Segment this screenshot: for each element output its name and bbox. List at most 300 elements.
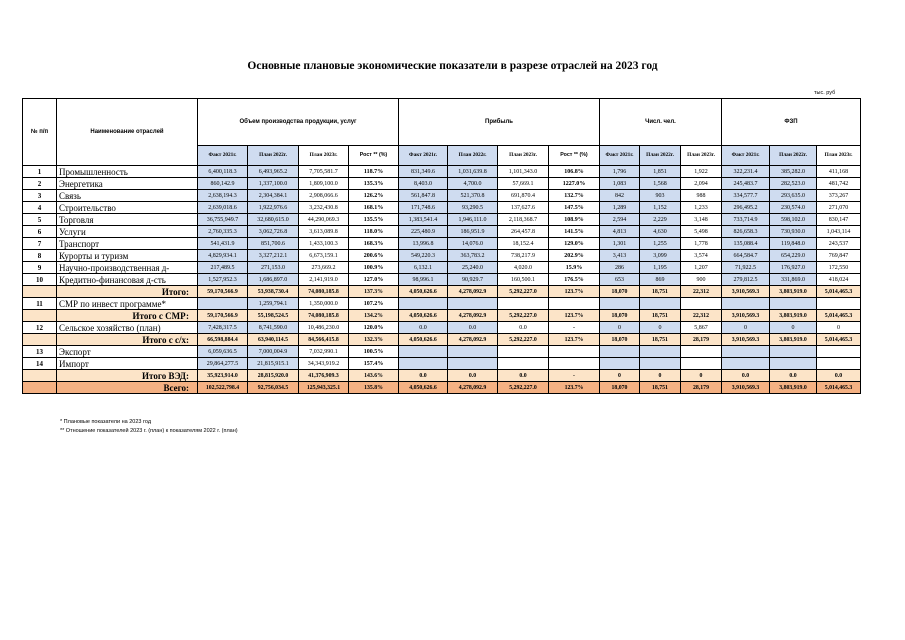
table-cell bbox=[722, 298, 770, 310]
table-cell: 4,278,092.9 bbox=[448, 286, 498, 298]
table-cell: 282,523.0 bbox=[770, 178, 817, 190]
table-cell: 826,658.3 bbox=[722, 226, 770, 238]
table-cell: 28,815,920.0 bbox=[248, 370, 299, 382]
table-cell: 135,088.4 bbox=[722, 238, 770, 250]
table-cell bbox=[722, 346, 770, 358]
table-cell: 0 bbox=[681, 370, 722, 382]
table-total-row bbox=[23, 286, 861, 298]
table-total-row bbox=[23, 334, 861, 346]
table-cell: 1,083 bbox=[600, 178, 640, 190]
table-cell: 1,922,976.6 bbox=[248, 202, 299, 214]
table-cell: 135.8% bbox=[349, 382, 399, 394]
table-cell: 6,059,636.5 bbox=[198, 346, 248, 358]
table-row bbox=[23, 202, 861, 214]
table-cell: 3,910,569.3 bbox=[722, 382, 770, 394]
table-cell: 107.2% bbox=[349, 298, 399, 310]
table-cell: 6,400,118.3 bbox=[198, 166, 248, 178]
row-name: Итого с с/х: bbox=[57, 334, 198, 346]
table-cell bbox=[448, 298, 498, 310]
table-cell: 90,929.7 bbox=[448, 274, 498, 286]
table-total-row bbox=[23, 370, 861, 382]
header-fzp: ФЗП bbox=[722, 99, 861, 146]
table-row bbox=[23, 262, 861, 274]
table-cell bbox=[770, 346, 817, 358]
table-cell: 123.7% bbox=[549, 286, 600, 298]
table-cell: 5,292,227.0 bbox=[498, 286, 549, 298]
table-cell bbox=[817, 298, 861, 310]
table-cell: 1,255 bbox=[640, 238, 681, 250]
page-title: Основные плановые экономические показатели в разрезе отраслей на 2023 год bbox=[247, 60, 658, 72]
table-cell: 21,815,915.1 bbox=[248, 358, 299, 370]
table-cell: 18,070 bbox=[600, 310, 640, 322]
table-cell: 1,207 bbox=[681, 262, 722, 274]
table-row bbox=[23, 298, 861, 310]
table-cell: 2,229 bbox=[640, 214, 681, 226]
table-cell: 135.3% bbox=[349, 178, 399, 190]
row-name: Транспорт bbox=[57, 238, 198, 250]
header-growth: Рост ** (%) bbox=[349, 146, 399, 166]
table-cell bbox=[770, 298, 817, 310]
table-cell bbox=[681, 358, 722, 370]
table-cell: 3,803,919.0 bbox=[770, 310, 817, 322]
row-name: Услуги bbox=[57, 226, 198, 238]
table-cell: 230,574.0 bbox=[770, 202, 817, 214]
row-number: 9 bbox=[23, 262, 57, 274]
table-cell: 653 bbox=[600, 274, 640, 286]
row-name: Строительство bbox=[57, 202, 198, 214]
table-cell: 74,080,185.8 bbox=[299, 286, 349, 298]
table-cell: 5,014,465.3 bbox=[817, 334, 861, 346]
table-cell: 143.6% bbox=[349, 370, 399, 382]
table-cell: 8,741,590.0 bbox=[248, 322, 299, 334]
table-cell: 160,500.1 bbox=[498, 274, 549, 286]
table-cell: 273,669.2 bbox=[299, 262, 349, 274]
header-plan2023: План 2023г. bbox=[817, 146, 861, 166]
header-fact2021: Факт 2021г. bbox=[722, 146, 770, 166]
table-cell bbox=[817, 346, 861, 358]
table-cell: 1,301 bbox=[600, 238, 640, 250]
row-name: Энергетика bbox=[57, 178, 198, 190]
table-cell: 71,922.5 bbox=[722, 262, 770, 274]
table-cell: 217,489.5 bbox=[198, 262, 248, 274]
table-cell: 654,229.0 bbox=[770, 250, 817, 262]
header-num: № п/п bbox=[23, 99, 57, 166]
table-cell: 0 bbox=[817, 322, 861, 334]
table-cell: 331,869.0 bbox=[770, 274, 817, 286]
table-cell bbox=[770, 358, 817, 370]
row-name: Итого: bbox=[57, 286, 198, 298]
table-cell: 100.9% bbox=[349, 262, 399, 274]
table-cell bbox=[498, 298, 549, 310]
table-cell: 18,751 bbox=[640, 286, 681, 298]
table-cell: 1,259,794.1 bbox=[248, 298, 299, 310]
table-cell: 132.3% bbox=[349, 334, 399, 346]
table-cell: 18,070 bbox=[600, 382, 640, 394]
table-cell: 3,148 bbox=[681, 214, 722, 226]
header-growth: Рост ** (%) bbox=[549, 146, 600, 166]
table-cell: 108.9% bbox=[549, 214, 600, 226]
table-cell: 100.5% bbox=[349, 346, 399, 358]
header-plan2022: План 2022г. bbox=[770, 146, 817, 166]
table-cell: 385,282.0 bbox=[770, 166, 817, 178]
table-cell: 7,000,004.9 bbox=[248, 346, 299, 358]
table-cell: 3,803,919.0 bbox=[770, 334, 817, 346]
table-cell: 842 bbox=[600, 190, 640, 202]
table-cell: 0 bbox=[640, 370, 681, 382]
table-cell: 171,748.6 bbox=[399, 202, 448, 214]
table-cell: 1,031,639.8 bbox=[448, 166, 498, 178]
table-cell: 123.7% bbox=[549, 310, 600, 322]
header-profit: Прибыль bbox=[399, 99, 600, 146]
table-cell bbox=[448, 358, 498, 370]
header-plan2023: План 2023г. bbox=[681, 146, 722, 166]
table-cell: 125,943,325.1 bbox=[299, 382, 349, 394]
header-plan2022: План 2022г. bbox=[448, 146, 498, 166]
table-cell: 98,996.1 bbox=[399, 274, 448, 286]
table-cell: 521,370.8 bbox=[448, 190, 498, 202]
table-cell: 900 bbox=[681, 274, 722, 286]
table-cell: 127.0% bbox=[349, 274, 399, 286]
table-cell bbox=[817, 358, 861, 370]
table-row bbox=[23, 358, 861, 370]
table-cell: 851,700.6 bbox=[248, 238, 299, 250]
row-number: 4 bbox=[23, 202, 57, 214]
table-cell bbox=[600, 358, 640, 370]
table-cell: 59,170,566.9 bbox=[198, 286, 248, 298]
table-row bbox=[23, 346, 861, 358]
row-number: 14 bbox=[23, 358, 57, 370]
table-cell bbox=[681, 298, 722, 310]
table-cell: 13,996.8 bbox=[399, 238, 448, 250]
header-name: Наименование отраслей bbox=[57, 99, 198, 166]
header-plan2022: План 2022г. bbox=[640, 146, 681, 166]
table-cell: 15.9% bbox=[549, 262, 600, 274]
table-cell: 18,751 bbox=[640, 334, 681, 346]
table-cell: 1,043,114 bbox=[817, 226, 861, 238]
table-cell: 3,910,569.3 bbox=[722, 286, 770, 298]
table-cell: 0.0 bbox=[399, 370, 448, 382]
table-cell: 3,910,569.3 bbox=[722, 334, 770, 346]
table-cell: 541,431.9 bbox=[198, 238, 248, 250]
table-cell: 279,812.5 bbox=[722, 274, 770, 286]
table-cell: - bbox=[549, 370, 600, 382]
table-cell: 135.5% bbox=[349, 214, 399, 226]
table-cell: 3,910,569.3 bbox=[722, 310, 770, 322]
table-cell: 118.0% bbox=[349, 226, 399, 238]
table-cell: 18,152.4 bbox=[498, 238, 549, 250]
table-cell: 0.0 bbox=[498, 322, 549, 334]
table-cell bbox=[198, 298, 248, 310]
table-cell: 363,783.2 bbox=[448, 250, 498, 262]
table-cell: 296,495.2 bbox=[722, 202, 770, 214]
table-cell: 0.0 bbox=[770, 370, 817, 382]
table-cell: 4,050,626.6 bbox=[399, 310, 448, 322]
table-cell: 18,751 bbox=[640, 310, 681, 322]
table-cell: 126.2% bbox=[349, 190, 399, 202]
table-cell: 176.5% bbox=[549, 274, 600, 286]
row-number: 1 bbox=[23, 166, 57, 178]
table-cell: 93,290.5 bbox=[448, 202, 498, 214]
table-cell: 769,847 bbox=[817, 250, 861, 262]
table-cell: 34,343,919.2 bbox=[299, 358, 349, 370]
table-cell: 869 bbox=[640, 274, 681, 286]
table-cell: 36,755,949.7 bbox=[198, 214, 248, 226]
table-cell: 7,428,317.5 bbox=[198, 322, 248, 334]
header-plan2023: План 2023г. bbox=[299, 146, 349, 166]
row-number bbox=[23, 310, 57, 322]
footnotes bbox=[60, 418, 238, 436]
table-cell: 4,278,092.9 bbox=[448, 382, 498, 394]
table-cell: 3,413 bbox=[600, 250, 640, 262]
table-cell: 44,290,069.3 bbox=[299, 214, 349, 226]
table-cell: 1,778 bbox=[681, 238, 722, 250]
table-cell: 10,486,230.0 bbox=[299, 322, 349, 334]
row-name: Кредитно-финансовая д-сть bbox=[57, 274, 198, 286]
table-cell: 6,493,965.2 bbox=[248, 166, 299, 178]
header-fact2021: Факт 2021г. bbox=[600, 146, 640, 166]
table-cell bbox=[448, 346, 498, 358]
table-cell: 0.0 bbox=[817, 370, 861, 382]
table-cell: 264,457.8 bbox=[498, 226, 549, 238]
table-cell bbox=[681, 346, 722, 358]
table-row bbox=[23, 322, 861, 334]
indicators-table bbox=[22, 98, 861, 394]
table-cell: 25,240.0 bbox=[448, 262, 498, 274]
table-cell: 691,870.4 bbox=[498, 190, 549, 202]
table-cell: 1,796 bbox=[600, 166, 640, 178]
table-cell: 41,376,909.3 bbox=[299, 370, 349, 382]
table-cell: 3,232,430.8 bbox=[299, 202, 349, 214]
table-cell: 334,577.7 bbox=[722, 190, 770, 202]
table-cell: 3,327,212.1 bbox=[248, 250, 299, 262]
header-production: Объем производства продукции, услуг bbox=[198, 99, 399, 146]
table-row bbox=[23, 190, 861, 202]
table-cell: 549,220.3 bbox=[399, 250, 448, 262]
table-cell: 57,669.1 bbox=[498, 178, 549, 190]
table-cell: 55,198,524.5 bbox=[248, 310, 299, 322]
table-cell: 5,292,227.0 bbox=[498, 310, 549, 322]
table-cell: 84,566,415.8 bbox=[299, 334, 349, 346]
table-cell: 411,168 bbox=[817, 166, 861, 178]
row-name: Промышленность bbox=[57, 166, 198, 178]
table-cell: 2,908,066.6 bbox=[299, 190, 349, 202]
table-cell bbox=[399, 298, 448, 310]
table-cell: 1,195 bbox=[640, 262, 681, 274]
table-cell: 202.9% bbox=[549, 250, 600, 262]
units-label: тыс. руб bbox=[814, 90, 836, 96]
table-cell: 1,527,952.3 bbox=[198, 274, 248, 286]
table-cell bbox=[549, 298, 600, 310]
table-cell: 200.6% bbox=[349, 250, 399, 262]
row-number bbox=[23, 334, 57, 346]
row-number: 12 bbox=[23, 322, 57, 334]
table-cell: 1,686,897.0 bbox=[248, 274, 299, 286]
table-cell: 4,630 bbox=[640, 226, 681, 238]
table-cell: 0.0 bbox=[498, 370, 549, 382]
table-cell: 0 bbox=[600, 322, 640, 334]
table-cell: 186,951.9 bbox=[448, 226, 498, 238]
table-cell: 141.5% bbox=[549, 226, 600, 238]
table-cell bbox=[399, 358, 448, 370]
table-cell: 598,102.0 bbox=[770, 214, 817, 226]
table-cell: 0.0 bbox=[399, 322, 448, 334]
table-cell: 118.7% bbox=[349, 166, 399, 178]
table-cell: 1,383,541.4 bbox=[399, 214, 448, 226]
row-number bbox=[23, 286, 57, 298]
table-cell: 3,803,919.0 bbox=[770, 286, 817, 298]
table-cell: 1,152 bbox=[640, 202, 681, 214]
table-cell: 0 bbox=[640, 322, 681, 334]
row-name: Импорт bbox=[57, 358, 198, 370]
table-cell: 1227.0% bbox=[549, 178, 600, 190]
row-number: 10 bbox=[23, 274, 57, 286]
table-cell: 0.0 bbox=[448, 370, 498, 382]
row-number: 3 bbox=[23, 190, 57, 202]
table-cell: 1,568 bbox=[640, 178, 681, 190]
table-cell: 1,433,100.3 bbox=[299, 238, 349, 250]
table-cell: 28,179 bbox=[681, 382, 722, 394]
table-cell: 59,170,566.9 bbox=[198, 310, 248, 322]
table-cell: 7,705,581.7 bbox=[299, 166, 349, 178]
row-number: 5 bbox=[23, 214, 57, 226]
table-cell: 4,829,934.1 bbox=[198, 250, 248, 262]
table-cell: 132.7% bbox=[549, 190, 600, 202]
table-cell: 5,292,227.0 bbox=[498, 382, 549, 394]
table-cell: 123.7% bbox=[549, 334, 600, 346]
table-cell: 0 bbox=[722, 322, 770, 334]
table-row bbox=[23, 214, 861, 226]
table-cell: 225,480.9 bbox=[399, 226, 448, 238]
table-cell: 322,231.4 bbox=[722, 166, 770, 178]
table-cell bbox=[722, 358, 770, 370]
table-cell: 2,094 bbox=[681, 178, 722, 190]
table-cell: 92,756,034.5 bbox=[248, 382, 299, 394]
table-cell: 271,153.0 bbox=[248, 262, 299, 274]
table-total-row bbox=[23, 310, 861, 322]
table-cell: 102,522,798.4 bbox=[198, 382, 248, 394]
table-cell: 1,922 bbox=[681, 166, 722, 178]
table-cell: 245,483.7 bbox=[722, 178, 770, 190]
table-cell: 168.3% bbox=[349, 238, 399, 250]
table-cell: 8,403.0 bbox=[399, 178, 448, 190]
table-cell: 66,598,884.4 bbox=[198, 334, 248, 346]
table-cell: 2,304,384.1 bbox=[248, 190, 299, 202]
table-cell: 6,673,159.1 bbox=[299, 250, 349, 262]
table-cell: 0.0 bbox=[448, 322, 498, 334]
row-number bbox=[23, 370, 57, 382]
table-cell bbox=[399, 346, 448, 358]
header-plan2022: План 2022г. bbox=[248, 146, 299, 166]
table-cell: 5,014,465.3 bbox=[817, 286, 861, 298]
row-name: СМР по инвест программе* bbox=[57, 298, 198, 310]
table-row bbox=[23, 226, 861, 238]
table-cell: 2,594 bbox=[600, 214, 640, 226]
table-cell: 53,938,730.4 bbox=[248, 286, 299, 298]
table-cell bbox=[498, 346, 549, 358]
table-cell: 373,267 bbox=[817, 190, 861, 202]
table-cell bbox=[640, 358, 681, 370]
table-cell: 903 bbox=[640, 190, 681, 202]
table-cell: 28,179 bbox=[681, 334, 722, 346]
table-cell bbox=[549, 346, 600, 358]
table-cell: 4,020.0 bbox=[498, 262, 549, 274]
row-name: Итого ВЭД: bbox=[57, 370, 198, 382]
table-cell: 35,923,914.0 bbox=[198, 370, 248, 382]
table-cell: 168.1% bbox=[349, 202, 399, 214]
table-cell bbox=[498, 358, 549, 370]
table-cell: 157.4% bbox=[349, 358, 399, 370]
table-cell: 4,050,626.6 bbox=[399, 286, 448, 298]
row-name: Итого с СМР: bbox=[57, 310, 198, 322]
table-cell: 271,070 bbox=[817, 202, 861, 214]
table-cell: 32,680,615.0 bbox=[248, 214, 299, 226]
table-cell: 1,289 bbox=[600, 202, 640, 214]
header-fact2021: Факт 2021г. bbox=[198, 146, 248, 166]
table-cell: 18,070 bbox=[600, 286, 640, 298]
row-name: Торговля bbox=[57, 214, 198, 226]
table-cell: 5,498 bbox=[681, 226, 722, 238]
table-cell: 172,550 bbox=[817, 262, 861, 274]
table-cell bbox=[549, 358, 600, 370]
table-cell: 1,809,100.0 bbox=[299, 178, 349, 190]
row-name: Всего: bbox=[57, 382, 198, 394]
table-cell: 176,927.0 bbox=[770, 262, 817, 274]
row-name: Научно-производственная д- bbox=[57, 262, 198, 274]
table-cell: 4,278,092.9 bbox=[448, 310, 498, 322]
table-cell: 4,700.0 bbox=[448, 178, 498, 190]
table-cell: 129.0% bbox=[549, 238, 600, 250]
table-cell: 831,349.6 bbox=[399, 166, 448, 178]
table-cell: 5,014,465.3 bbox=[817, 310, 861, 322]
table-cell: 860,142.9 bbox=[198, 178, 248, 190]
table-cell: 988 bbox=[681, 190, 722, 202]
table-cell bbox=[600, 346, 640, 358]
table-cell: 293,635.0 bbox=[770, 190, 817, 202]
table-cell: 738,217.9 bbox=[498, 250, 549, 262]
row-number: 6 bbox=[23, 226, 57, 238]
table-cell: 2,638,194.3 bbox=[198, 190, 248, 202]
table-cell: - bbox=[549, 322, 600, 334]
table-cell: 74,080,185.8 bbox=[299, 310, 349, 322]
table-cell: 18,070 bbox=[600, 334, 640, 346]
table-row bbox=[23, 274, 861, 286]
table-cell: 664,584.7 bbox=[722, 250, 770, 262]
table-cell: 0 bbox=[600, 370, 640, 382]
table-cell: 5,292,227.0 bbox=[498, 334, 549, 346]
table-cell: 286 bbox=[600, 262, 640, 274]
table-cell: 120.0% bbox=[349, 322, 399, 334]
table-cell: 733,714.9 bbox=[722, 214, 770, 226]
table-cell: 1,946,111.0 bbox=[448, 214, 498, 226]
table-row bbox=[23, 166, 861, 178]
row-name: Экспорт bbox=[57, 346, 198, 358]
table-cell: 3,613,089.8 bbox=[299, 226, 349, 238]
footnote: ** Отношение показателей 2023 г. (план) к показателям 2022 г. (план) bbox=[60, 428, 238, 434]
table-cell: 2,760,335.3 bbox=[198, 226, 248, 238]
table-cell: 0.0 bbox=[722, 370, 770, 382]
table-cell: 4,813 bbox=[600, 226, 640, 238]
table-cell: 63,940,114.5 bbox=[248, 334, 299, 346]
row-number: 8 bbox=[23, 250, 57, 262]
row-number: 13 bbox=[23, 346, 57, 358]
table-cell bbox=[600, 298, 640, 310]
table-cell: 119,848.0 bbox=[770, 238, 817, 250]
table-cell: 22,312 bbox=[681, 286, 722, 298]
table-total-row bbox=[23, 382, 861, 394]
table-cell: 137.3% bbox=[349, 286, 399, 298]
table-cell: 123.7% bbox=[549, 382, 600, 394]
table-cell: 2,639,018.6 bbox=[198, 202, 248, 214]
